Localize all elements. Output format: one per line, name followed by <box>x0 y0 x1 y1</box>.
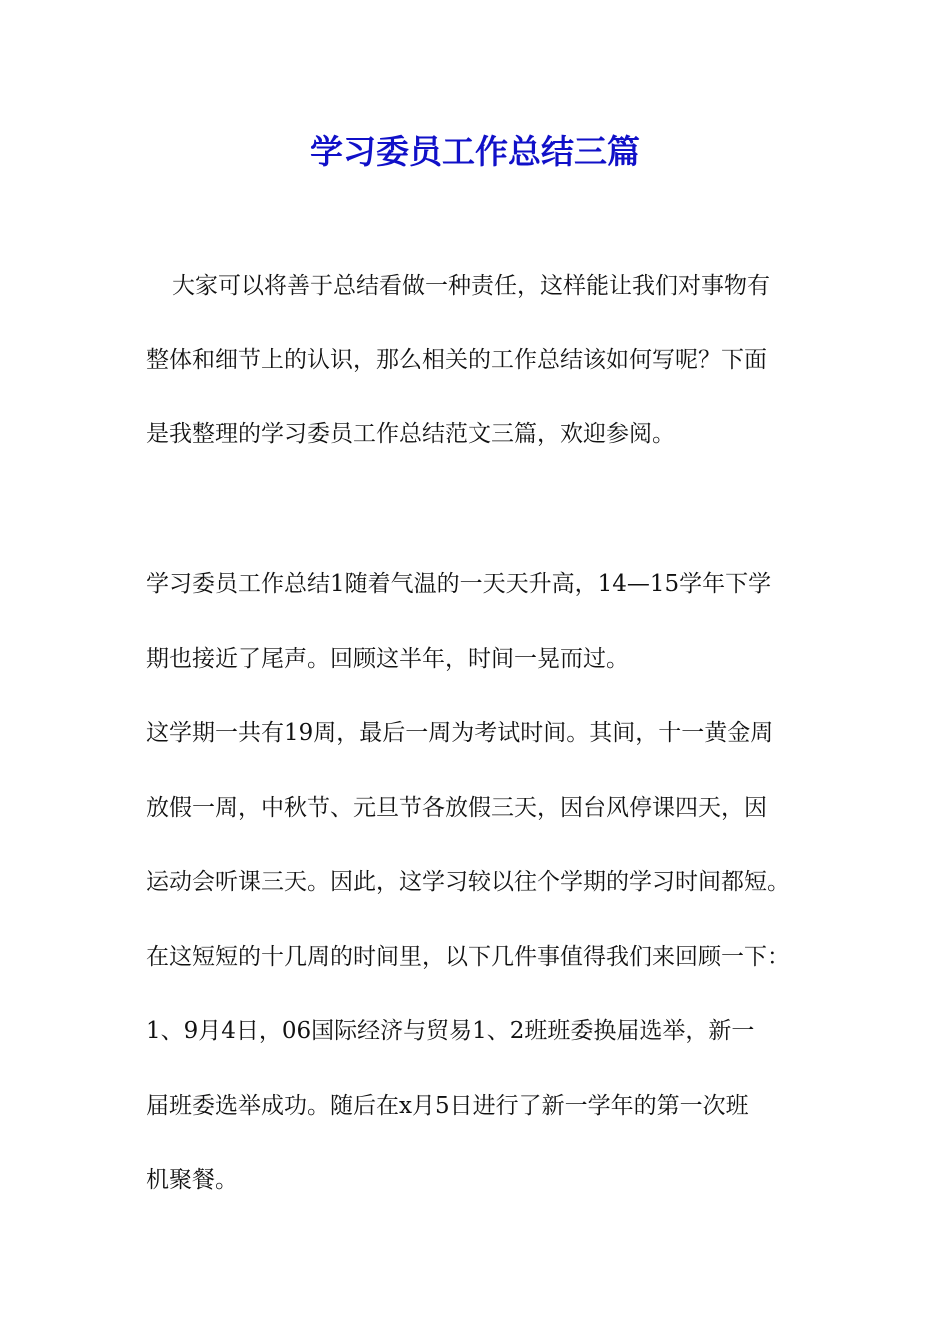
summary-1-line-8: 届班委选举成功。随后在x月5日进行了新一学年的第一次班 <box>146 1093 749 1119</box>
intro-line-2: 整体和细节上的认识，那么相关的工作总结该如何写呢？下面 <box>146 347 767 373</box>
summary-1-line-6: 在这短短的十几周的时间里，以下几件事值得我们来回顾一下： <box>146 944 790 970</box>
summary-1-line-3: 这学期一共有19周，最后一周为考试时间。其间，十一黄金周 <box>146 720 774 746</box>
summary-1-line-5: 运动会听课三天。因此，这学习较以往个学期的学习时间都短。 <box>146 869 790 895</box>
summary-1-line-7: 1、9月4日，06国际经济与贸易1、2班班委换届选举，新一 <box>146 1018 755 1044</box>
summary-1-line-1: 学习委员工作总结1随着气温的一天天升高，14—15学年下学 <box>146 571 772 597</box>
intro-line-3: 是我整理的学习委员工作总结范文三篇，欢迎参阅。 <box>146 421 675 447</box>
summary-1-line-2: 期也接近了尾声。回顾这半年，时间一晃而过。 <box>146 646 629 672</box>
summary-1-line-4: 放假一周，中秋节、元旦节各放假三天，因台风停课四天，因 <box>146 795 767 821</box>
intro-line-1: 大家可以将善于总结看做一种责任，这样能让我们对事物有 <box>172 273 770 299</box>
summary-1-line-9: 机聚餐。 <box>146 1167 238 1193</box>
document-title: 学习委员工作总结三篇 <box>310 132 640 171</box>
